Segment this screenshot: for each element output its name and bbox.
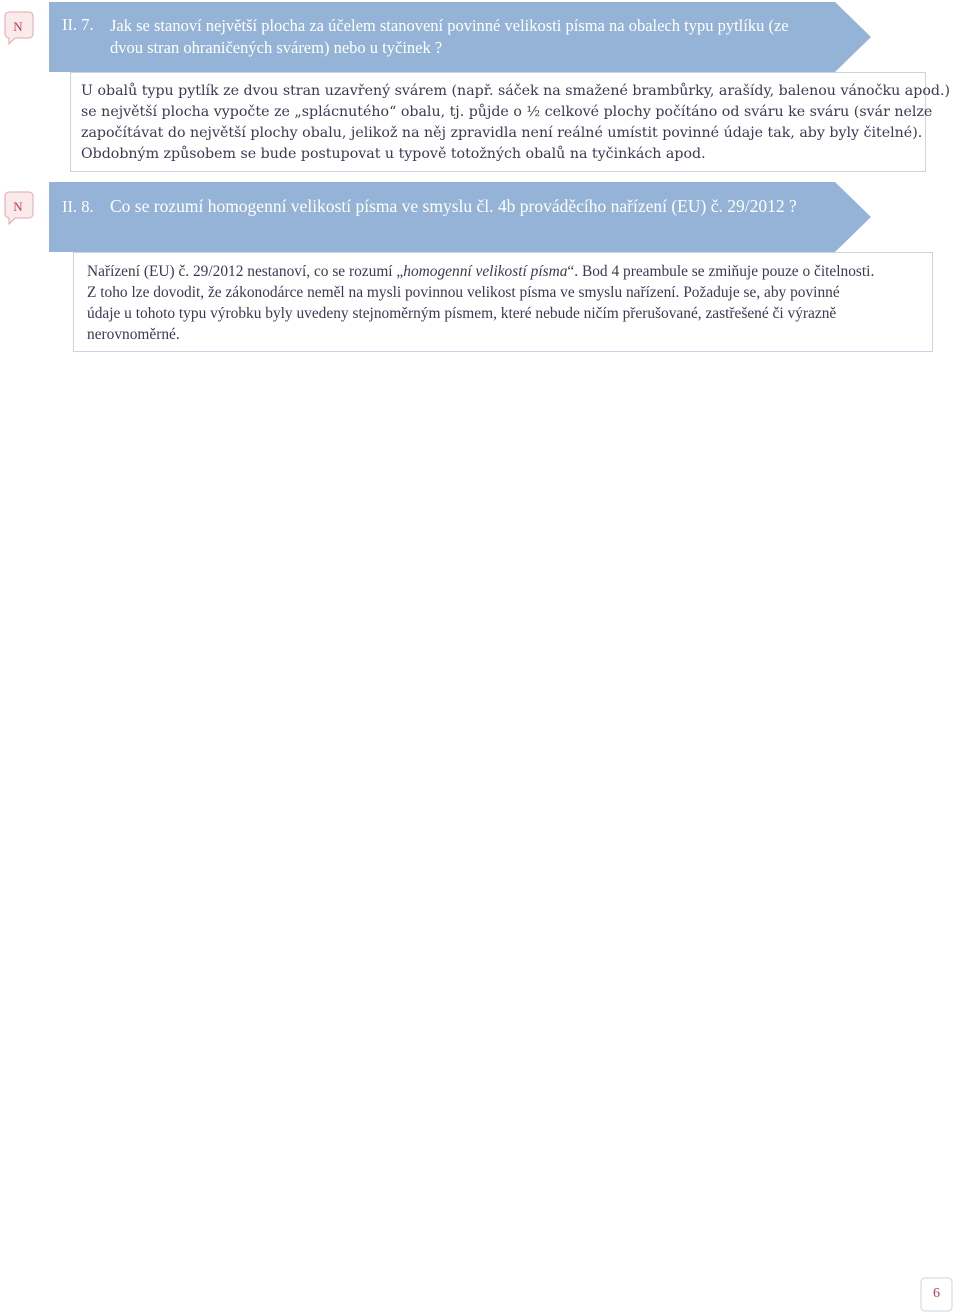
answer-line: U obalů typu pytlík ze dvou stran uzavřený svárem (např. sáček na smažené brambůrky, arašídy, balenou vánočku apod.) [81, 83, 950, 99]
answer-line: Z toho lze dovodit, že zákonodárce neměl na mysli povinnou velikost písma ve smyslu nařízení. Požaduje se, aby povinné [87, 284, 840, 301]
answer-fragment: “. Bod 4 preambule se zmiňuje pouze o čitelnosti. [567, 263, 875, 280]
note-marker-icon [3, 188, 35, 228]
answer-line [87, 261, 920, 282]
answer-line: Obdobným způsobem se bude postupovat u typově totožných obalů na tyčinkách apod. [81, 146, 706, 162]
question-banner-8 [49, 182, 871, 252]
question-banner-7 [49, 2, 871, 72]
answer-line: započítávat do největší plochy obalu, jelikož na něj zpravidla není reálné umístit povinné údaje tak, aby byly čitelné). [81, 125, 923, 141]
note-marker-label: N [13, 19, 23, 34]
answer-line: údaje u tohoto typu výrobku byly uvedeny stejnoměrným písmem, které nebude ničím přerušované, zastřešené či výrazně [87, 305, 837, 322]
note-marker-label: N [13, 199, 23, 214]
answer-line: nerovnoměrné. [87, 326, 180, 343]
page-number-badge [920, 1277, 953, 1312]
question-text [110, 195, 800, 217]
question-text [110, 15, 800, 59]
page-number: 6 [933, 1286, 940, 1301]
question-line: Jak se stanoví největší plocha za účelem stanovení povinné velikosti písma na obalech [110, 16, 681, 35]
question-line: typu pytlíku (ze dvou stran ohraničených svárem) nebo u tyčinek ? [110, 16, 789, 57]
answer-text [81, 81, 950, 165]
question-line: Co se rozumí homogenní velikostí písma ve smyslu čl. 4b prováděcího nařízení (EU) [110, 196, 707, 216]
question-number: II. 7. [62, 15, 94, 34]
answer-box-7 [70, 72, 950, 172]
answer-line: se největší plocha vypočte ze „splácnutého“ obalu, tj. půjde o ½ celkové plochy počítáno od sváru ke sváru (svár nelze [81, 104, 933, 120]
answer-fragment: Nařízení (EU) č. 29/2012 nestanoví, co se rozumí „ [87, 263, 404, 280]
answer-box-8 [73, 252, 933, 352]
question-number: II. 8. [62, 197, 94, 216]
answer-emphasis: homogenní velikostí písma [403, 263, 568, 280]
answer-text [87, 261, 920, 345]
note-marker-icon [3, 8, 35, 48]
banner-arrow-shape [49, 182, 871, 252]
question-line: č. 29/2012 ? [710, 196, 797, 216]
